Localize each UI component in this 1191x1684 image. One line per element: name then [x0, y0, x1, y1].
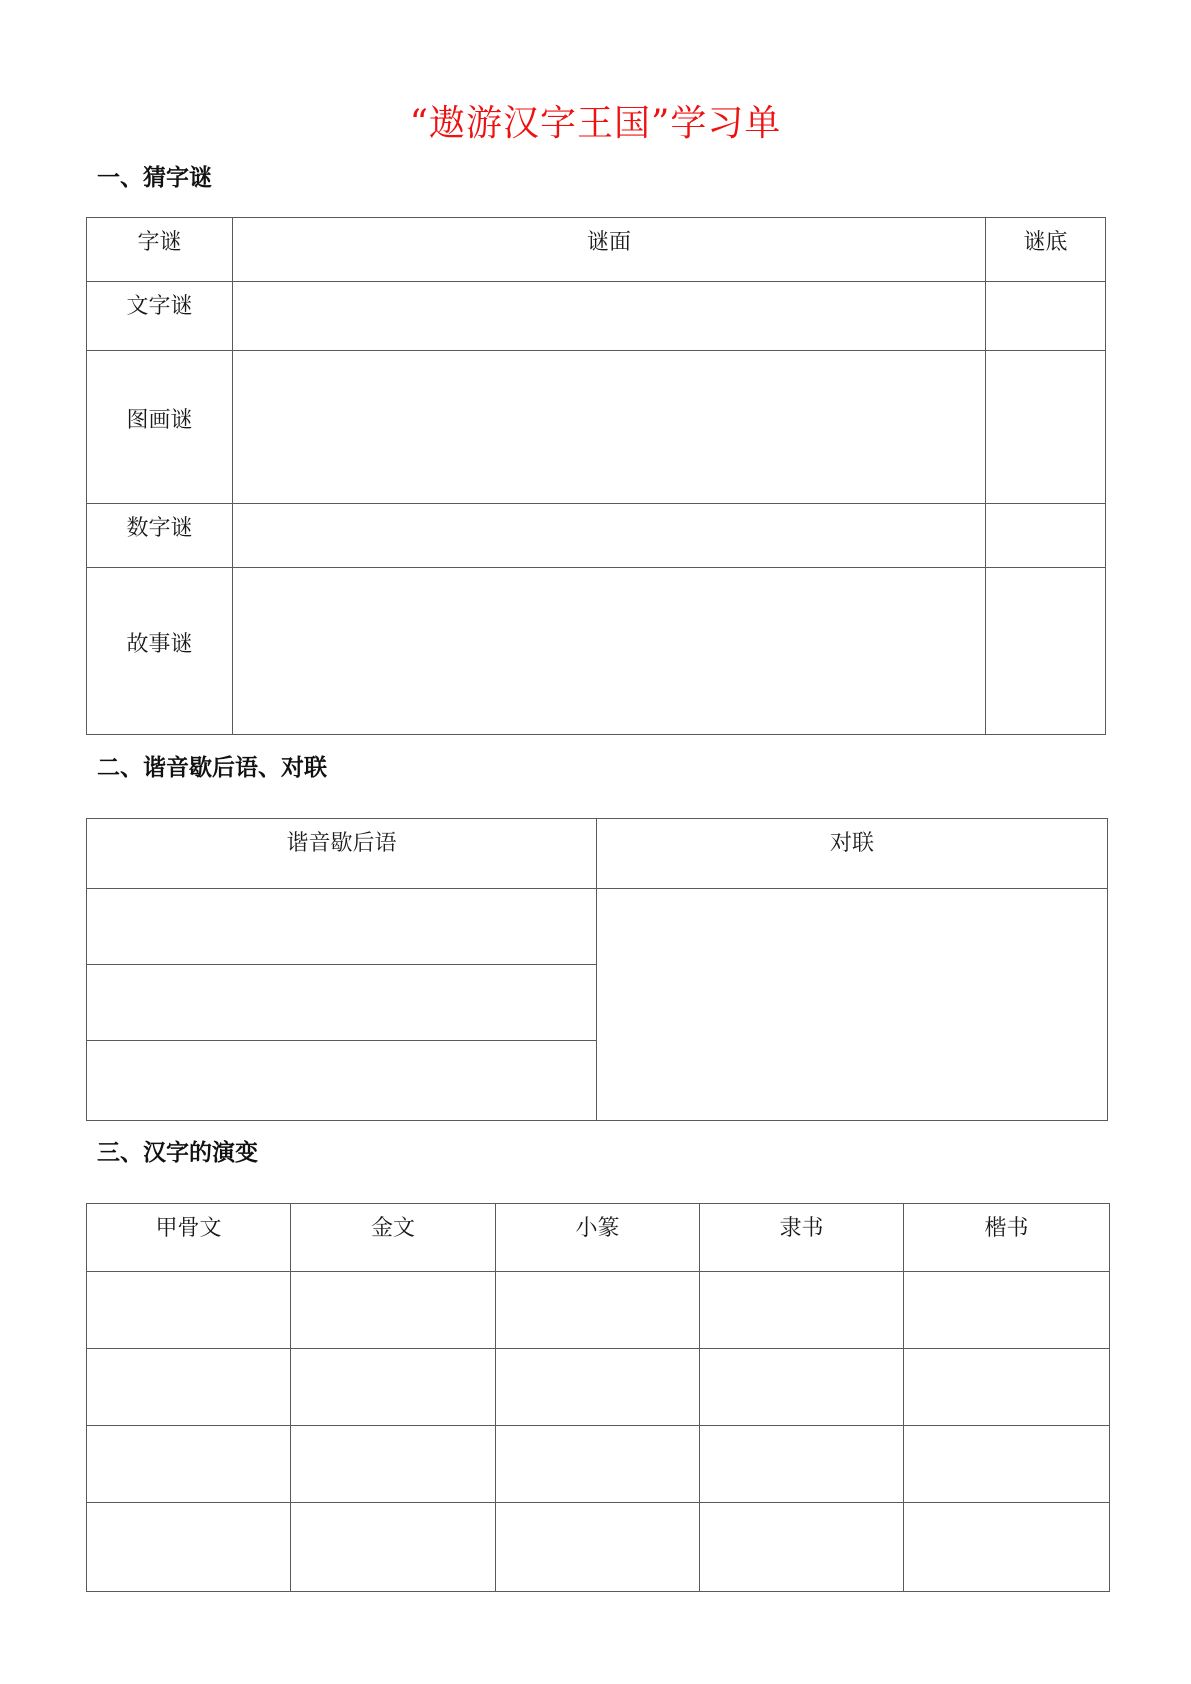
header-cell-duilian — [597, 819, 1108, 889]
row-label: 图画谜 — [126, 408, 193, 433]
header-cell-lishu — [700, 1204, 904, 1272]
table-row — [87, 282, 1106, 351]
header-label: 甲骨文 — [155, 1216, 222, 1241]
table-row — [87, 889, 1108, 965]
section-heading-riddles: 一、猜字谜 — [97, 165, 212, 191]
riddle-table-header-row — [87, 218, 1106, 282]
answer-input-cell[interactable] — [986, 504, 1106, 568]
table-row — [87, 1426, 1110, 1503]
header-label: 谜面 — [586, 230, 631, 255]
evolution-input-cell[interactable] — [291, 1426, 496, 1503]
header-cell-xiaozhuan — [496, 1204, 700, 1272]
evolution-input-cell[interactable] — [904, 1272, 1110, 1349]
evolution-input-cell[interactable] — [700, 1503, 904, 1592]
evolution-input-cell[interactable] — [291, 1272, 496, 1349]
evolution-input-cell[interactable] — [700, 1426, 904, 1503]
header-label: 谐音歇后语 — [286, 831, 397, 856]
evolution-input-cell[interactable] — [496, 1272, 700, 1349]
header-label: 谜底 — [1023, 230, 1068, 255]
table-row — [87, 1272, 1110, 1349]
table-row — [87, 504, 1106, 568]
row-label-cell — [87, 282, 233, 351]
answer-input-cell[interactable] — [986, 351, 1106, 504]
table-row — [87, 1349, 1110, 1426]
evolution-input-cell[interactable] — [87, 1272, 291, 1349]
header-label: 小篆 — [575, 1216, 620, 1241]
evolution-input-cell[interactable] — [496, 1503, 700, 1592]
row-label-cell — [87, 504, 233, 568]
document-title: “遨游汉字王国”学习单 — [409, 103, 782, 144]
section-heading-evolution: 三、汉字的演变 — [97, 1140, 258, 1166]
riddle-input-cell[interactable] — [233, 504, 986, 568]
evolution-table — [86, 1203, 1110, 1592]
xiehouyu-table-header-row — [87, 819, 1108, 889]
evolution-input-cell[interactable] — [700, 1349, 904, 1426]
header-cell-riddle-answer — [986, 218, 1106, 282]
evolution-input-cell[interactable] — [904, 1503, 1110, 1592]
header-label: 字谜 — [137, 230, 182, 255]
header-cell-riddle-type — [87, 218, 233, 282]
header-label: 隶书 — [779, 1216, 824, 1241]
row-label: 文字谜 — [126, 294, 193, 319]
row-label-cell — [87, 351, 233, 504]
header-cell-jinwen — [291, 1204, 496, 1272]
riddle-input-cell[interactable] — [233, 282, 986, 351]
answer-input-cell[interactable] — [986, 568, 1106, 735]
evolution-input-cell[interactable] — [291, 1349, 496, 1426]
evolution-input-cell[interactable] — [87, 1349, 291, 1426]
evolution-input-cell[interactable] — [87, 1503, 291, 1592]
header-label: 楷书 — [984, 1216, 1029, 1241]
xiehouyu-input-cell[interactable] — [87, 1041, 597, 1121]
header-cell-jiaguwen — [87, 1204, 291, 1272]
row-label: 数字谜 — [126, 516, 193, 541]
row-label-cell — [87, 568, 233, 735]
header-label: 对联 — [829, 831, 874, 856]
answer-input-cell[interactable] — [986, 282, 1106, 351]
xiehouyu-duilian-table — [86, 818, 1108, 1121]
xiehouyu-input-cell[interactable] — [87, 965, 597, 1041]
evolution-input-cell[interactable] — [496, 1426, 700, 1503]
header-cell-riddle-text — [233, 218, 986, 282]
table-row — [87, 351, 1106, 504]
xiehouyu-input-cell[interactable] — [87, 889, 597, 965]
riddle-input-cell[interactable] — [233, 351, 986, 504]
riddle-input-cell[interactable] — [233, 568, 986, 735]
header-cell-xiehouyu — [87, 819, 597, 889]
evolution-input-cell[interactable] — [87, 1426, 291, 1503]
row-label: 故事谜 — [126, 632, 193, 657]
header-cell-kaishu — [904, 1204, 1110, 1272]
evolution-input-cell[interactable] — [904, 1349, 1110, 1426]
evolution-input-cell[interactable] — [291, 1503, 496, 1592]
evolution-input-cell[interactable] — [700, 1272, 904, 1349]
evolution-table-header-row — [87, 1204, 1110, 1272]
evolution-input-cell[interactable] — [904, 1426, 1110, 1503]
table-row — [87, 568, 1106, 735]
evolution-input-cell[interactable] — [496, 1349, 700, 1426]
section-heading-xiehouyu-duilian: 二、谐音歇后语、对联 — [97, 755, 327, 781]
table-row — [87, 1503, 1110, 1592]
duilian-input-cell[interactable] — [597, 889, 1108, 1121]
riddle-table — [86, 217, 1106, 735]
header-label: 金文 — [370, 1216, 415, 1241]
